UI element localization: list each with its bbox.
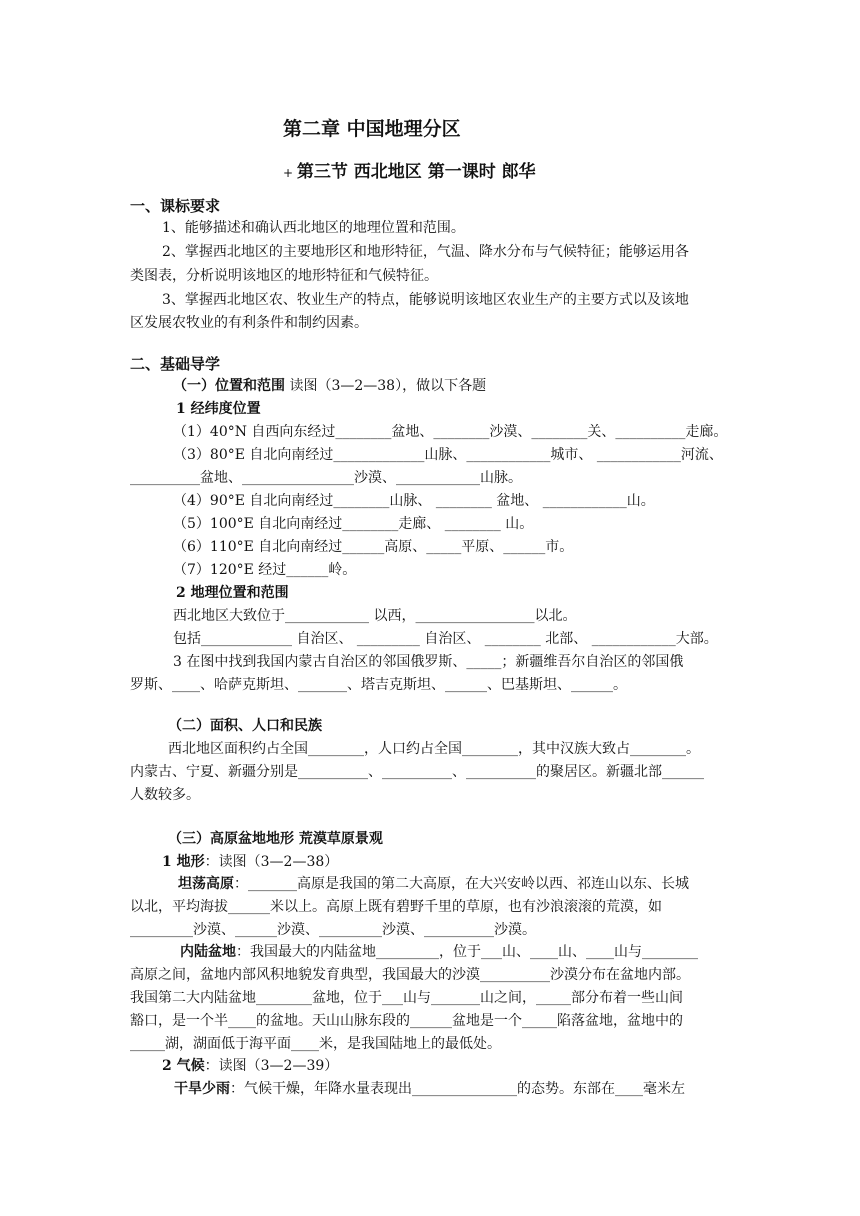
- s3-sub1-rest: ：读图（3—2—38）: [204, 854, 339, 870]
- basin-line-2: 高原之间，盆地内部风积地貌发育典型，我国最大的沙漠__________沙漠分布在盆地内部。: [130, 967, 690, 983]
- add-marker-icon: +: [283, 166, 297, 180]
- plateau-text: ：_______高原是我国的第二大高原，在大兴安岭以西、祁连山以东、长城: [234, 876, 689, 892]
- s3-sub2: [162, 1056, 338, 1076]
- part1-line-5: 区发展农牧业的有利条件和制约因素。: [130, 315, 368, 331]
- s1-line-5: （5）100°E 自北向南经过________走廊、 ________ 山。: [173, 516, 534, 532]
- basin-line-4: 豁口，是一个半____的盆地。天山山脉东段的______盆地是一个_____陷落盆地，盆地中的: [130, 1013, 683, 1029]
- section-title: 第三节 西北地区 第一课时 郎华: [296, 162, 536, 182]
- s1-line-7: （7）120°E 经过______岭。: [173, 562, 357, 578]
- s1-line2-4: 罗斯、____、哈萨克斯坦、_______、塔吉克斯坦、______、巴基斯坦、______。: [130, 677, 627, 693]
- s1-line2-2: 包括_____________ 自治区、 _________ 自治区、 ________ 北部、 ____________大部。: [173, 631, 718, 647]
- part1-line-2: 2、掌握西北地区的主要地形区和地形特征，气温、降水分布与气候特征；能够运用各: [162, 244, 689, 260]
- part2-heading: 二、基础导学: [130, 355, 221, 373]
- s3-sub2-rest: ：读图（3—2—39）: [204, 1058, 339, 1074]
- s3-sub2-bold: 2 气候: [162, 1058, 205, 1074]
- s1-line-2: （3）80°E 自北向南经过_____________山脉、____________城市、 ____________河流、: [173, 447, 723, 463]
- s1-line2-3: 3 在图中找到我国内蒙古自治区的邻国俄罗斯、_____；新疆维吾尔自治区的邻国俄: [173, 654, 684, 670]
- part1-line-4: 3、掌握西北地区农、牧业生产的特点，能够说明该地区农业生产的主要方式以及该地: [162, 292, 689, 308]
- s1-line-4: （4）90°E 自北向南经过________山脉、 ________ 盆地、 ____________山。: [173, 493, 655, 509]
- dry-text: ：气候干燥，年降水量表现出_______________的态势。东部在____毫米左: [230, 1081, 685, 1097]
- chapter-title: 第二章 中国地理分区: [283, 118, 461, 140]
- s1-line-1: （1）40°N 自西向东经过________盆地、________沙漠、________关、__________走廊。: [173, 424, 728, 440]
- s1-heading: [173, 376, 486, 396]
- s3-heading: （三）高原盆地地形 荒漠草原景观: [168, 831, 383, 847]
- s2-line-1: 西北地区面积约占全国________，人口约占全国________，其中汉族大致占________。: [168, 741, 700, 757]
- part1-line-1: 1、能够描述和确认西北地区的地理位置和范围。: [162, 220, 465, 236]
- part1-heading: 一、课标要求: [130, 197, 221, 215]
- section-title-line: [283, 160, 536, 185]
- s2-heading: （二）面积、人口和民族: [168, 718, 322, 734]
- basin-line-1: [180, 942, 698, 962]
- s3-sub1-bold: 1 地形: [162, 854, 205, 870]
- dry-line-1: [174, 1079, 685, 1099]
- basin-line-5: _____湖，湖面低于海平面____米，是我国陆地上的最低处。: [130, 1036, 501, 1052]
- plateau-line-2: 以北，平均海拔______米以上。高原上既有碧野千里的草原，也有沙浪滚滚的荒漠，如: [130, 899, 662, 915]
- s1-line-3: __________盆地、________________沙漠、____________山脉。: [130, 470, 522, 486]
- s1-line-6: （6）110°E 自北向南经过______高原、_____平原、______市。: [173, 539, 574, 555]
- plateau-label: 坦荡高原: [178, 876, 234, 892]
- s2-line-3: 人数较多。: [130, 787, 200, 803]
- s3-sub1: [162, 852, 338, 872]
- s1-line2-1: 西北地区大致位于____________ 以西，_________________以北。: [173, 608, 577, 624]
- basin-text: ：我国最大的内陆盆地_________，位于___山、____山、____山与________: [236, 944, 698, 960]
- s1-heading-rest: 读图（3—2—38），做以下各题: [285, 378, 487, 394]
- plateau-line-3: _________沙漠、______沙漠、_________沙漠、__________沙漠。: [130, 922, 536, 938]
- s1-sub2: 2 地理位置和范围: [176, 585, 289, 601]
- s1-sub1: 1 经纬度位置: [176, 401, 261, 417]
- basin-line-3: 我国第二大内陆盆地________盆地，位于___山与_______山之间，_____部分布着一些山间: [130, 990, 683, 1006]
- s1-heading-bold: （一）位置和范围: [173, 378, 285, 394]
- part1-line-3: 类图表，分析说明该地区的地形特征和气候特征。: [130, 268, 438, 284]
- dry-label: 干旱少雨: [174, 1081, 230, 1097]
- basin-label: 内陆盆地: [180, 944, 236, 960]
- s2-line-2: 内蒙古、宁夏、新疆分别是__________、__________、__________的聚居区。新疆北部______: [130, 764, 704, 780]
- plateau-line-1: [178, 874, 689, 894]
